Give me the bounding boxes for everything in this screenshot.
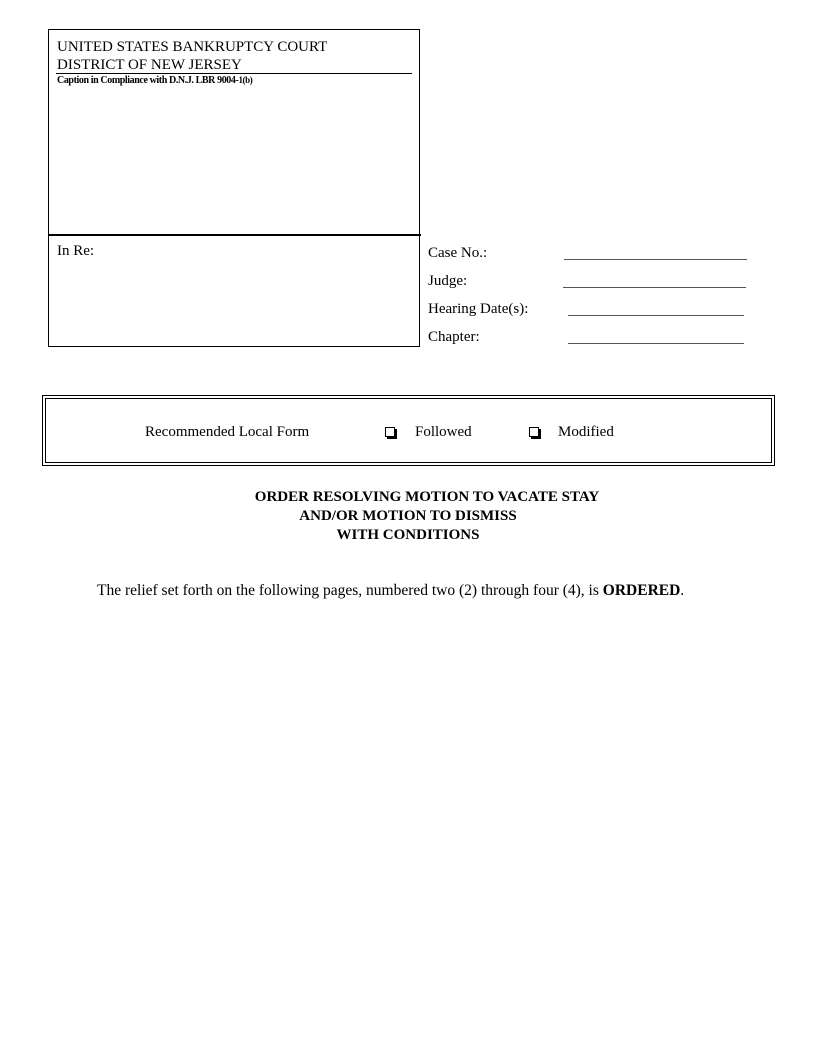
modified-checkbox[interactable] (529, 427, 539, 437)
caption-compliance-note: Caption in Compliance with D.N.J. LBR 9004-1(b) (57, 75, 253, 86)
ordered-emphasis: ORDERED (602, 582, 681, 599)
in-re-label: In Re: (57, 243, 95, 259)
chapter-label: Chapter: (428, 329, 480, 345)
court-underline (56, 73, 412, 74)
order-title-line-2: AND/OR MOTION TO DISMISS (299, 508, 517, 524)
case-no-label: Case No.: (428, 245, 488, 261)
followed-label: Followed (415, 424, 472, 440)
relief-statement: The relief set forth on the following pages, numbered two (2) through four (4), is ORDERED. (97, 582, 685, 599)
court-district: DISTRICT OF NEW JERSEY (57, 57, 242, 73)
court-name: UNITED STATES BANKRUPTCY COURT (57, 39, 328, 55)
chapter-field[interactable] (568, 343, 744, 344)
judge-label: Judge: (428, 273, 468, 289)
followed-checkbox[interactable] (385, 427, 395, 437)
case-no-field[interactable] (564, 259, 747, 260)
hearing-dates-label: Hearing Date(s): (428, 301, 529, 317)
hearing-dates-field[interactable] (568, 315, 744, 316)
judge-field[interactable] (563, 287, 746, 288)
modified-label: Modified (558, 424, 614, 440)
caption-divider (48, 234, 421, 236)
local-form-label: Recommended Local Form (145, 424, 310, 440)
order-title-line-1: ORDER RESOLVING MOTION TO VACATE STAY (254, 489, 600, 505)
order-title-line-3: WITH CONDITIONS (336, 527, 480, 543)
